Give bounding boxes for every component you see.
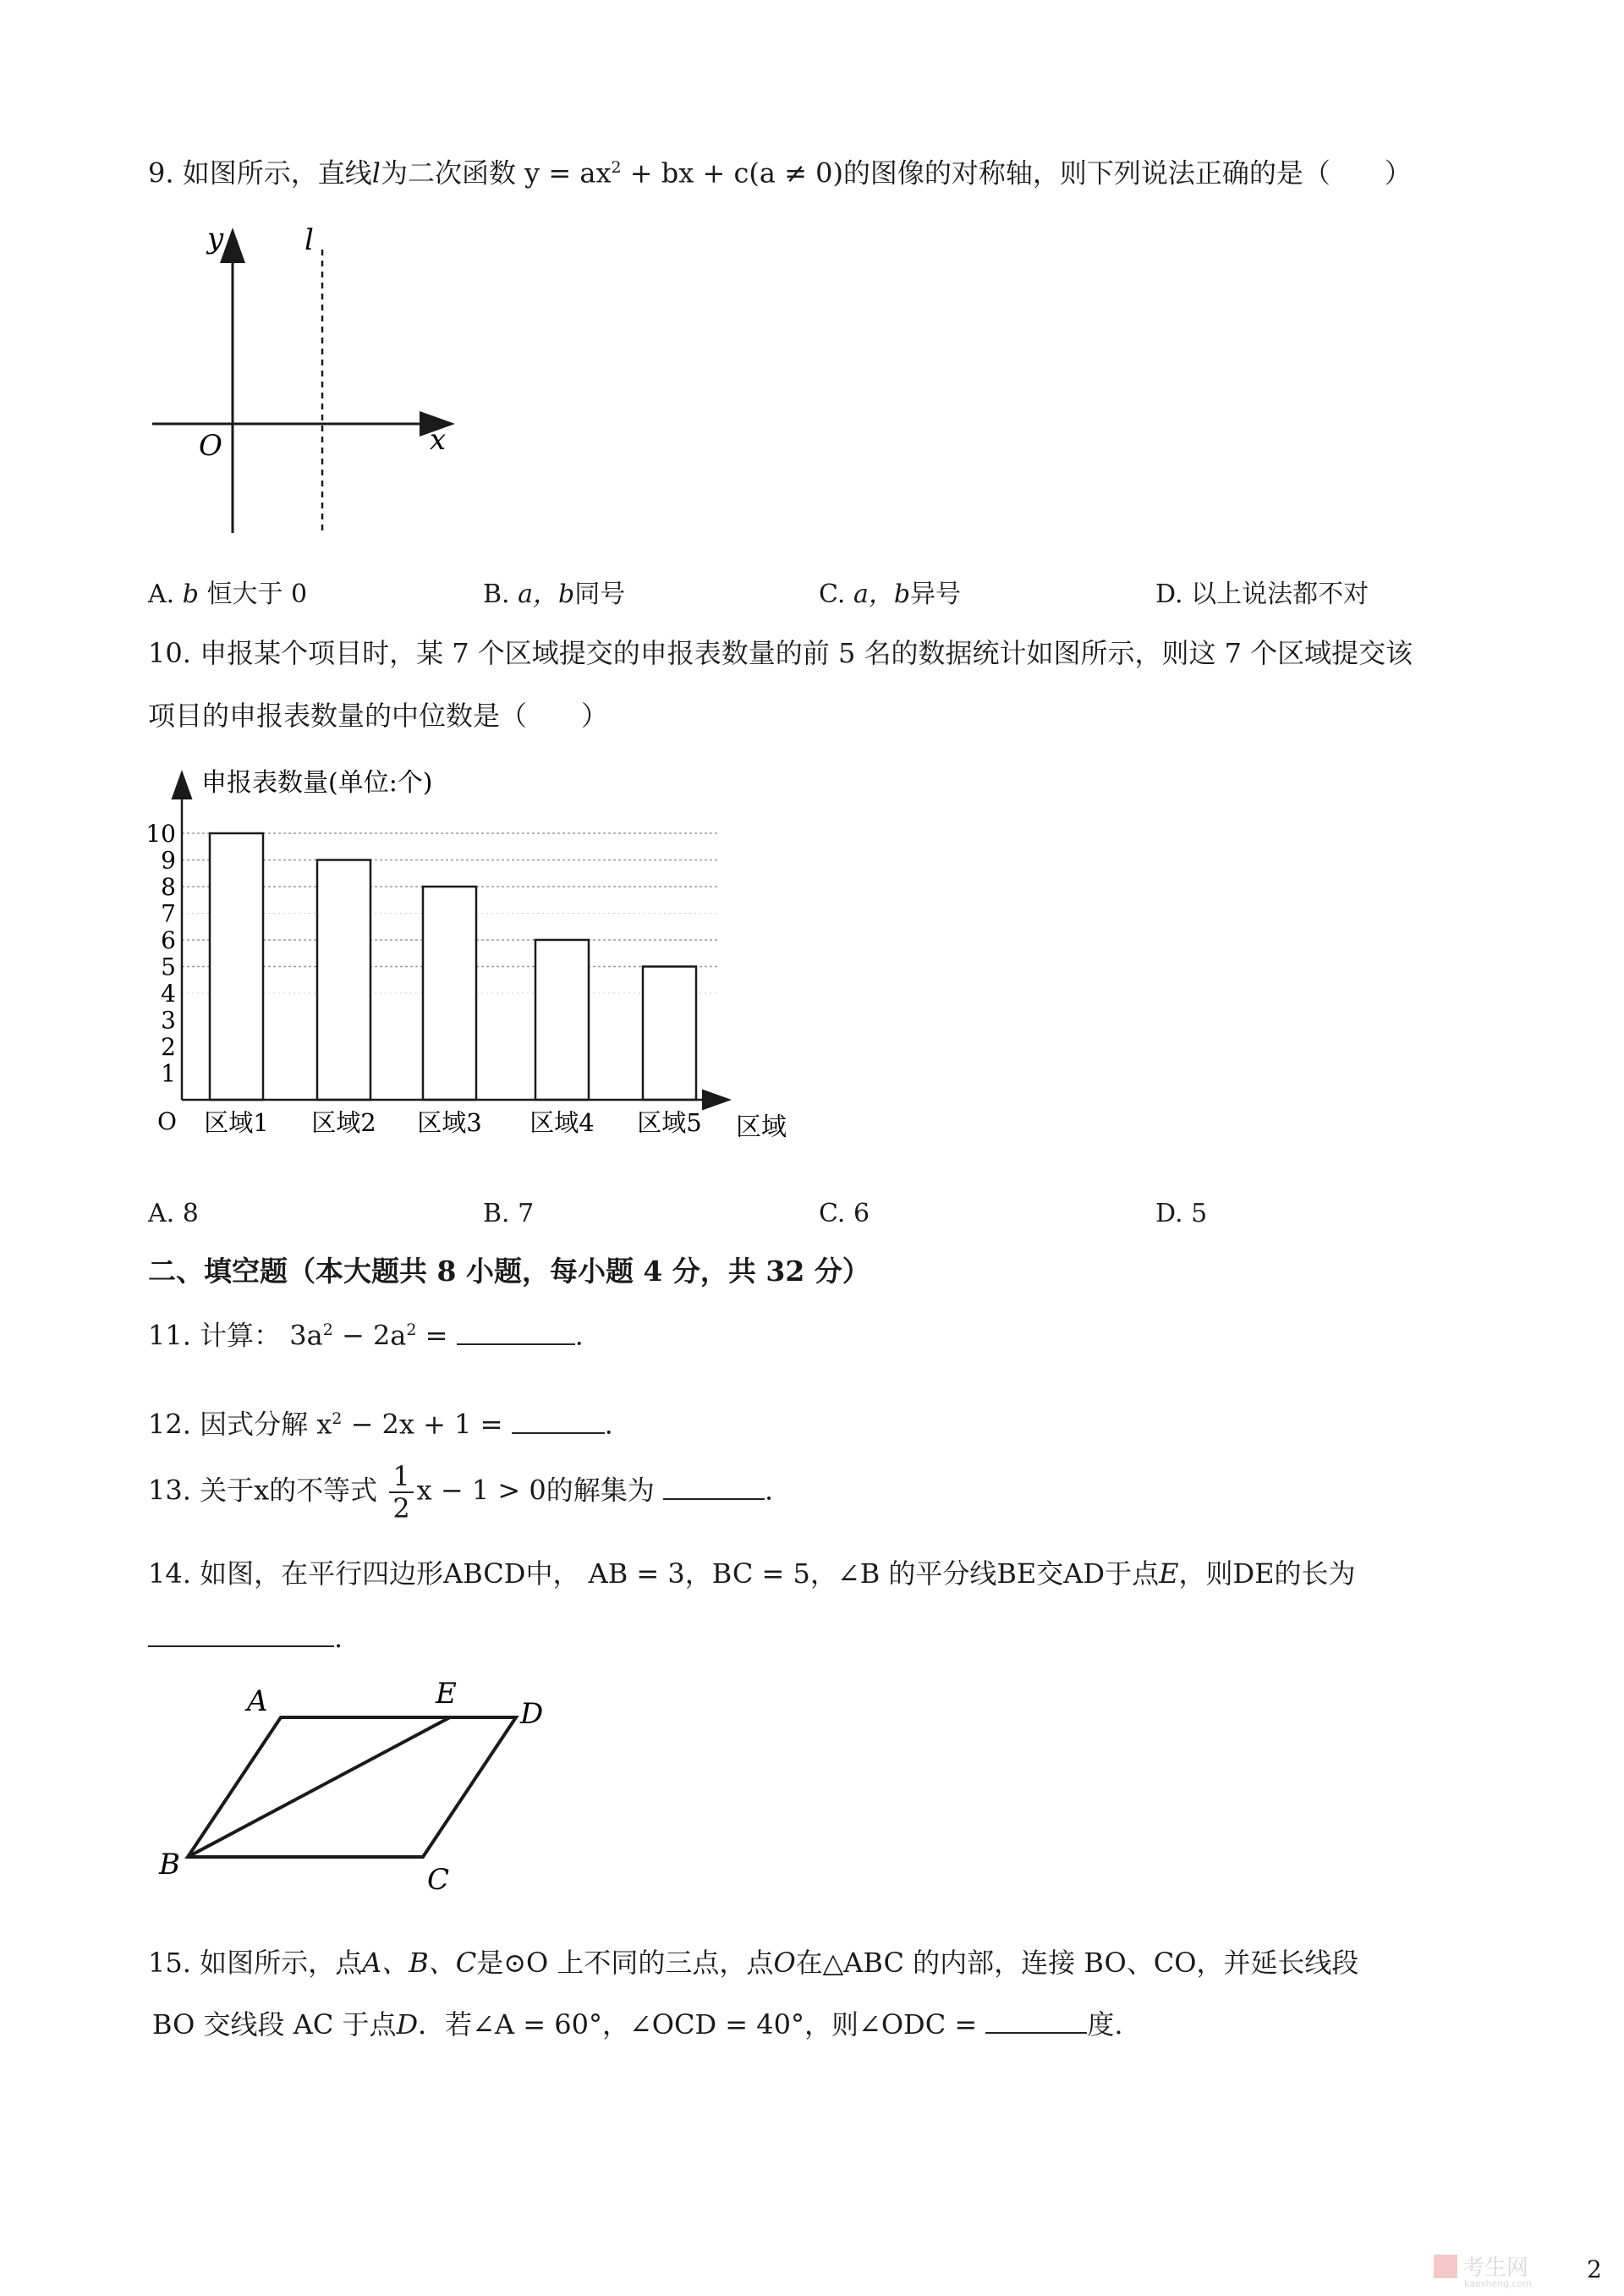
y-tick-label: 7 bbox=[161, 899, 176, 928]
x-label: x bbox=[430, 423, 447, 457]
segment-be bbox=[188, 1717, 450, 1857]
bar-区域5 bbox=[643, 967, 696, 1101]
x-tick-label: 区域3 bbox=[417, 1108, 482, 1137]
q10-bar-chart bbox=[144, 757, 812, 1155]
y-tick-label: 10 bbox=[145, 820, 176, 848]
q14-stem: 14. 如图，在平行四边形ABCD中， AB = 3，BC = 5，∠B 的平分线BE交AD于点E，则DE的长为 bbox=[148, 1557, 1356, 1590]
y-tick-label: 9 bbox=[161, 846, 176, 875]
q10-option-a: A. 8 bbox=[148, 1199, 199, 1228]
answer-blank[interactable] bbox=[512, 1407, 605, 1434]
label-d: D bbox=[520, 1697, 544, 1731]
q12: 12. 因式分解 $x^2 - 2x + 1$ = . bbox=[148, 1408, 613, 1441]
bar-区域4 bbox=[535, 940, 589, 1100]
answer-blank[interactable] bbox=[148, 1620, 334, 1647]
label-b: B bbox=[159, 1848, 180, 1881]
q10-option-c: C. 6 bbox=[819, 1199, 870, 1228]
q9-option-c: C. a，b异号 bbox=[819, 579, 962, 609]
q9-option-b: B. a，b同号 bbox=[483, 579, 626, 609]
q10-option-b: B. 7 bbox=[483, 1199, 535, 1228]
y-tick-label: 2 bbox=[161, 1033, 176, 1061]
label-a: A bbox=[247, 1684, 268, 1718]
q9-figure bbox=[135, 216, 474, 546]
q14-parallelogram-figure bbox=[144, 1679, 584, 1899]
x-axis-label: 区域 bbox=[736, 1112, 787, 1142]
watermark-icon bbox=[1434, 2255, 1457, 2278]
x-tick-label: 区域2 bbox=[311, 1108, 376, 1137]
q11: 11. 计算： $3a^2 - 2a^2$ = . bbox=[148, 1319, 584, 1352]
y-tick-label: 5 bbox=[161, 953, 176, 981]
q15-stem-line2: BO 交线段 AC 于点D．若∠A = 60°，∠OCD = 40°，则∠ODC = 度. bbox=[152, 2008, 1123, 2041]
y-tick-label: 6 bbox=[161, 926, 176, 954]
y-label: y bbox=[207, 222, 224, 255]
bar-区域3 bbox=[423, 887, 476, 1100]
q9-stem: 9. 如图所示，直线l为二次函数 $y = ax^2$ + bx + c(a ≠ 0)的图像的对称轴，则下列说法正确的是（ ） bbox=[148, 157, 1412, 190]
parallelogram-abcd bbox=[188, 1717, 516, 1857]
origin-label: O bbox=[157, 1107, 177, 1135]
bar-区域2 bbox=[317, 860, 370, 1101]
q10-option-d: D. 5 bbox=[1155, 1199, 1208, 1228]
x-tick-label: 区域1 bbox=[204, 1108, 269, 1137]
y-tick-label: 1 bbox=[161, 1059, 176, 1088]
label-e: E bbox=[436, 1679, 457, 1711]
answer-blank[interactable] bbox=[985, 2007, 1087, 2034]
x-tick-label: 区域5 bbox=[637, 1108, 702, 1137]
q9-option-a: A. b 恒大于 0 bbox=[148, 579, 308, 609]
y-tick-label: 4 bbox=[161, 980, 176, 1008]
y-tick-label: 3 bbox=[161, 1006, 176, 1035]
origin-label: O bbox=[199, 429, 222, 463]
answer-blank[interactable] bbox=[457, 1318, 575, 1345]
q9-option-d: D. 以上说法都不对 bbox=[1155, 579, 1369, 609]
q15-stem-line1: 15. 如图所示，点A、B、C是⊙O 上不同的三点，点O在△ABC 的内部，连接 BO、CO，并延长线段 bbox=[148, 1947, 1359, 1979]
bar-区域1 bbox=[210, 833, 263, 1100]
label-c: C bbox=[427, 1863, 450, 1897]
fraction: $\frac{1}{2}$ bbox=[389, 1461, 413, 1524]
q13: 13. 关于x的不等式 $\frac{1}{2}$ x − 1 > 0的解集为 . bbox=[148, 1460, 774, 1524]
page-number: 2 bbox=[1587, 2255, 1602, 2283]
answer-blank[interactable] bbox=[663, 1473, 765, 1500]
q14-answer-line: . bbox=[148, 1620, 343, 1655]
l-label: l bbox=[304, 223, 314, 257]
q10-stem-line1: 10. 申报某个项目时，某 7 个区域提交的申报表数量的前 5 名的数据统计如图所示，则这 7 个区域提交该 bbox=[148, 637, 1413, 669]
y-tick-label: 8 bbox=[161, 873, 176, 901]
watermark-logo: 考生网 kaosheng.com bbox=[1434, 2250, 1532, 2289]
x-tick-label: 区域4 bbox=[529, 1108, 595, 1137]
q10-stem-line2: 项目的申报表数量的中位数是（ ） bbox=[148, 700, 609, 732]
section-title: 二、填空题（本大题共 8 小题，每小题 4 分，共 32 分） bbox=[148, 1255, 870, 1288]
chart-title: 申报表数量(单位:个) bbox=[201, 768, 433, 798]
